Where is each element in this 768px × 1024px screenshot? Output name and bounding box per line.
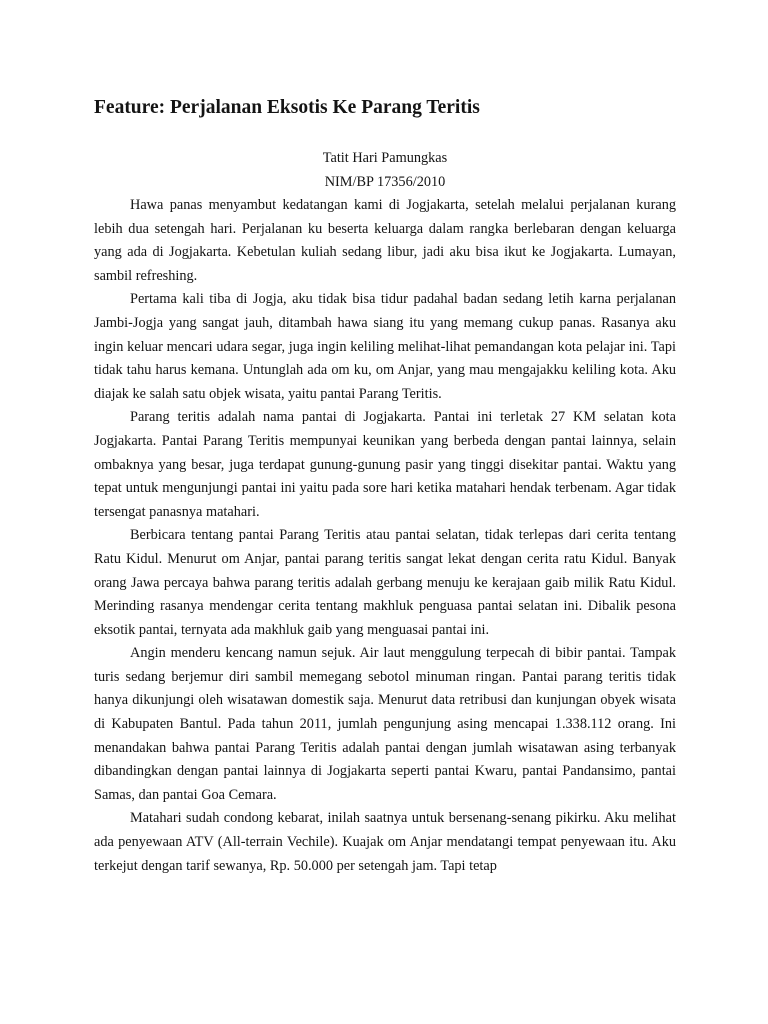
paragraph-4: Berbicara tentang pantai Parang Teritis atau pantai selatan, tidak terlepas dari cerita tentang Ratu Kidul. Menurut om Anjar, pantai parang teritis sangat lekat dengan cerita ratu Kidul. Banyak orang Jawa percaya bahwa parang teritis adalah gerbang menuju ke kerajaan gaib milik Ratu Kidul. Merinding rasanya mendengar cerita tentang makhluk penguasa pantai selatan ini. Dibalik pesona eksotik pantai, ternyata ada makhluk gaib yang menguasai pantai ini. (94, 527, 676, 638)
paragraph-3: Parang teritis adalah nama pantai di Jogjakarta. Pantai ini terletak 27 KM selatan kota Jogjakarta. Pantai Parang Teritis mempunyai keunikan yang berbeda dengan pantai lainnya, selain ombaknya yang besar, juga terdapat gunung-gunung pasir yang tinggi disekitar pantai. Waktu yang tepat untuk mengunjungi pantai ini yaitu pada sore hari ketika matahari hendak terbenam. Agar tidak tersengat panasnya matahari. (94, 409, 676, 520)
author-block (94, 146, 676, 194)
student-id: NIM/BP 17356/2010 (324, 174, 446, 190)
paragraph-1: Hawa panas menyambut kedatangan kami di Jogjakarta, setelah melalui perjalanan kurang lebih dua setengah hari. Perjalanan ku beserta keluarga dalam rangka berlebaran dengan keluarga yang ada di Jogjakarta. Kebetulan kuliah sedang libur, jadi aku bisa ikut ke Jogjakarta. Lumayan, sambil refreshing. (94, 197, 676, 284)
document-page (94, 96, 676, 878)
document-title: Feature: Perjalanan Eksotis Ke Parang Teritis (94, 97, 480, 118)
article-body (94, 194, 676, 878)
paragraph-2: Pertama kali tiba di Jogja, aku tidak bisa tidur padahal badan sedang letih karna perjalanan Jambi-Jogja yang sangat jauh, ditambah hawa siang itu yang memang cukup panas. Rasanya aku ingin keluar mencari udara segar, juga ingin keliling melihat-lihat pemandangan kota pelajar ini. Tapi tidak tahu harus kemana. Untunglah ada om ku, om Anjar, yang mau mengajakku keliling kota. Aku diajak ke salah satu objek wisata, yaitu pantai Parang Teritis. (94, 291, 676, 402)
paragraph-6: Matahari sudah condong kebarat, inilah saatnya untuk bersenang-senang pikirku. Aku melihat ada penyewaan ATV (All-terrain Vechile). Kuajak om Anjar mendatangi tempat penyewaan itu. Aku terkejut dengan tarif sewanya, Rp. 50.000 per setengah jam. Tapi tetap (94, 810, 676, 874)
paragraph-5: Angin menderu kencang namun sejuk. Air laut menggulung terpecah di bibir pantai. Tampak turis sedang berjemur diri sambil memegang sebotol minuman ringan. Pantai parang teritis tidak hanya dikunjungi oleh wisatawan domestik saja. Menurut data retribusi dan kunjungan obyek wisata di Kabupaten Bantul. Pada tahun 2011, jumlah pengunjung asing mencapai 1.338.112 orang. Ini menandakan bahwa pantai Parang Teritis adalah pantai dengan jumlah wisatawan asing terbanyak dibandingkan dengan pantai lainnya di Jogjakarta seperti pantai Kwaru, pantai Pandansimo, pantai Samas, dan pantai Goa Cemara. (94, 645, 676, 803)
author-name: Tatit Hari Pamungkas (322, 150, 448, 166)
